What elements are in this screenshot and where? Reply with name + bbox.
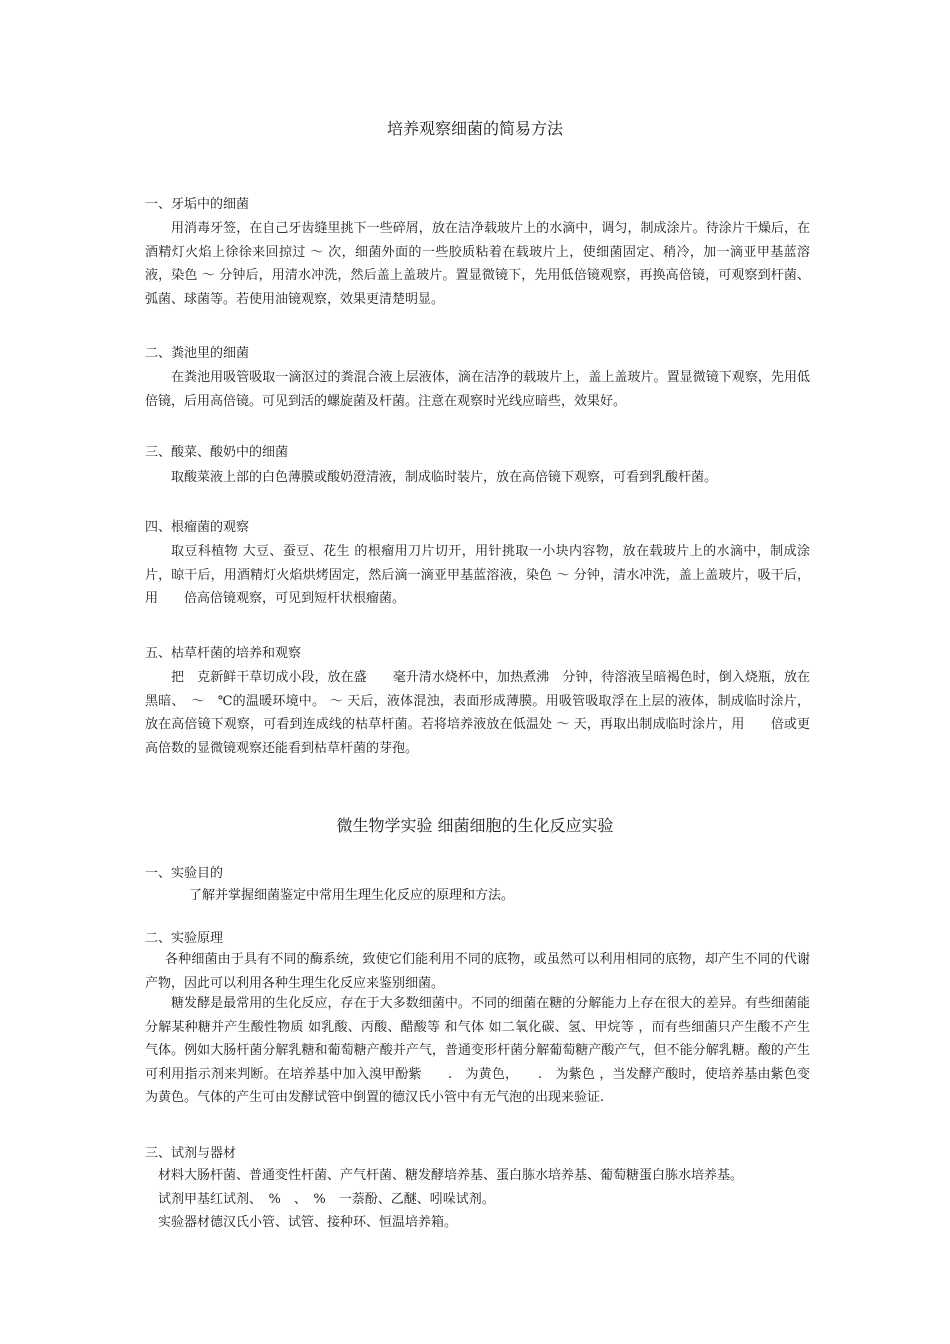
doc1-title: 培养观察细菌的简易方法: [386, 119, 563, 138]
section-body-4: 取豆科植物 大豆、蚕豆、花生 的根瘤用刀片切开，用针挑取一小块内容物，放在载玻片上的水滴中，制成涂片，晾干后，用酒精灯火焰烘烤固定，然后滴一滴亚甲基蓝溶液，染色 ～ 分钟，清水冲洗，盖上盖玻片，吸干后，用 倍高倍镜观察，可见到短杆状根瘤菌。: [145, 544, 810, 606]
experiment-purpose-body: 了解并掌握细菌鉴定中常用生理生化反应的原理和方法。: [189, 888, 515, 903]
section-heading-5: 五、枯草杆菌的培养和观察: [145, 646, 302, 661]
reagents-item-materials: 材料大肠杆菌、普通变性杆菌、产气杆菌、糖发酵培养基、蛋白胨水培养基、葡萄糖蛋白胨水培养基。: [158, 1168, 744, 1183]
experiment-principle-para-2: 糖发酵是最常用的生化反应，存在于大多数细菌中。不同的细菌在糖的分解能力上存在很大的差异。有些细菌能分解某种糖并产生酸性物质 如乳酸、丙酸、醋酸等 和气体 如二氧化碳、氢、甲烷等 ，而有些细菌只产生酸不产生气体。例如大肠杆菌分解乳糖和葡萄糖产酸并产气，普通变形杆菌分解葡萄糖产酸产气，但不能分解乳糖。酸的产生可利用指示剂来判断。在培养基中加入溴甲酚紫 . 为黄色， . 为紫色 ，当发酵产酸时，使培养基由紫色变为黄色。气体的产生可由发酵试管中倒置的德汉氏小管中有无气泡的出现来验证.: [145, 996, 810, 1105]
reagents-heading: 三、试剂与器材: [145, 1146, 237, 1161]
reagents-item-reagents: 试剂甲基红试剂、 % 、 % 一萘酚、乙醚、吲哚试剂。: [158, 1191, 495, 1207]
reagents-item-equipment: 实验器材德汉氏小管、试管、接种环、恒温培养箱。: [158, 1215, 458, 1230]
experiment-purpose-heading: 一、实验目的: [145, 866, 224, 881]
section-heading-1: 一、牙垢中的细菌: [145, 197, 250, 212]
section-heading-2: 二、粪池里的细菌: [145, 346, 250, 361]
section-body-1: 用消毒牙签，在自己牙齿缝里挑下一些碎屑，放在洁净载玻片上的水滴中，调匀，制成涂片。待涂片干燥后，在酒精灯火焰上徐徐来回掠过 ～ 次，细菌外面的一些胶质粘着在载玻片上，使细菌固定、稍冷，加一滴亚甲基蓝溶液，染色 ～ 分钟后，用清水冲洗，然后盖上盖玻片。置显微镜下，先用低倍镜观察，再换高倍镜，可观察到杆菌、弧菌、球菌等。若使用油镜观察，效果更清楚明显。: [145, 221, 810, 307]
experiment-principle-heading: 二、实验原理: [145, 931, 224, 946]
doc2-title: 微生物学实验 细菌细胞的生化反应实验: [336, 816, 614, 835]
reagents-list: [158, 1164, 818, 1235]
section-heading-3: 三、酸菜、酸奶中的细菌: [145, 445, 289, 460]
section-body-5: 把 克新鲜干草切成小段，放在盛 毫升清水烧杯中，加热煮沸 分钟，待溶液呈暗褐色时，倒入烧瓶，放在黑暗、 ～ ℃的温暖环境中。 ～ 天后，液体混浊，表面形成薄膜。用吸管吸取浮在上层的液体，制成临时涂片，放在高倍镜下观察，可看到连成线的枯草杆菌。若将培养液放在低温处 ～ 天，再取出制成临时涂片，用 倍或更高倍数的显微镜观察还能看到枯草杆菌的芽孢。: [145, 670, 810, 756]
section-body-3: 取酸菜液上部的白色薄膜或酸奶澄清液，制成临时装片，放在高倍镜下观察，可看到乳酸杆菌。: [171, 470, 718, 485]
section-heading-4: 四、根瘤菌的观察: [145, 520, 250, 535]
experiment-principle-para-1: 各种细菌由于具有不同的酶系统，致使它们能利用不同的底物，或虽然可以利用相同的底物，却产生不同的代谢产物，因此可以利用各种生理生化反应来鉴别细菌。: [145, 952, 810, 991]
section-body-2: 在粪池用吸管吸取一滴沤过的粪混合液上层液体，滴在洁净的载玻片上，盖上盖玻片。置显微镜下观察，先用低倍镜，后用高倍镜。可见到活的螺旋菌及杆菌。注意在观察时光线应暗些，效果好。: [145, 370, 810, 409]
